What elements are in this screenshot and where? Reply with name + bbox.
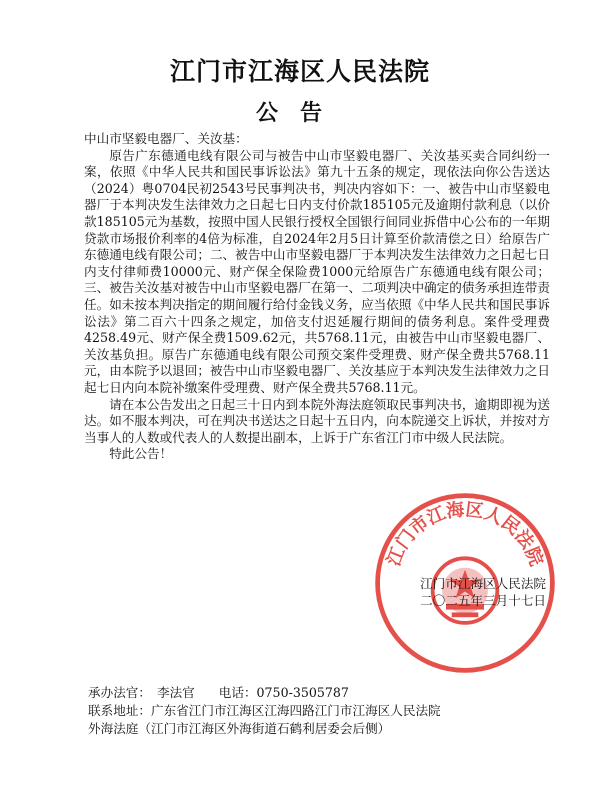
officer-name: 李法官 (156, 685, 195, 700)
address-line-2: 外海法庭（江门市江海区外海街道石鹤利居委会后侧） (88, 721, 391, 736)
address-line-1: 广东省江门市江海区江海四路江门市江海区人民法院 (150, 703, 441, 718)
court-title: 江门市江海区人民法院 (169, 57, 430, 86)
notice-body (84, 131, 550, 463)
signature-date: 二〇二五年三月十七日 (420, 593, 546, 608)
notice-title: 公告 (255, 100, 344, 126)
appeal-paragraph: 请在本公告发出之日起三十日内到本院外海法庭领取民事判决书，逾期即视为送达。如不服本判决，可在判决书送达之日起十五日内，向本院递交上诉状，并按对方当事人的人数或代表人的人数提出副本，上诉于广东省江门市中级人民法院。 (84, 396, 550, 445)
address-label: 联系地址： (88, 703, 151, 718)
signature-court: 江门市江海区人民法院 (420, 576, 546, 591)
judgment-paragraph: 原告广东德通电线有限公司与被告中山市坚毅电器厂、关汝基买卖合同纠纷一案，依照《中华人民共和国民事诉讼法》第九十五条的规定，现依法向你公告送达（2024）粤0704民初2543号民事判决书，判决内容如下：一、被告中山市坚毅电器厂于本判决发生法律效力之日起七日内支付价款185105元及逾期付款利息（以价款185105元为基数，按照中国人民银行授权全国银行间同业拆借中心公布的一年期贷款市场报价利率的4倍为标准，自2024年2月5日计算至价款清偿之日）给原告广东德通电线有限公司；二、被告中山市坚毅电器厂于本判决发生法律效力之日起七日内支付律师费10000元、财产保全保险费1000元给原告广东德通电线有限公司；三、被告关汝基对被告中山市坚毅电器厂在第一、二项判决中确定的债务承担连带责任。如未按本判决指定的期间履行给付金钱义务，应当依照《中华人民共和国民事诉讼法》第二百六十四条之规定，加倍支付迟延履行期间的债务利息。案件受理费4258.49元、财产保全费1509.62元，共5768.11元，由被告中山市坚毅电器厂、关汝基负担。原告广东德通电线有限公司预交案件受理费、财产保全费共5768.11元，由本院予以退回；被告中山市坚毅电器厂、关汝基应于本判决发生法律效力之日起七日内向本院补缴案件受理费、财产保全费共5768.11元。 (84, 147, 550, 395)
seal-text: 江门市江海区人民法院 (383, 499, 547, 569)
signature-block (366, 575, 546, 609)
phone-number: 0750-3505787 (256, 685, 349, 700)
officer-line (88, 684, 558, 702)
address-line (88, 702, 558, 720)
phone-label: 电话： (218, 685, 257, 700)
closing-line: 特此公告！ (109, 446, 173, 462)
officer-label: 承办法官： (88, 685, 151, 700)
contact-block (88, 684, 558, 738)
addressee: 中山市坚毅电器厂、关汝基： (84, 131, 248, 146)
